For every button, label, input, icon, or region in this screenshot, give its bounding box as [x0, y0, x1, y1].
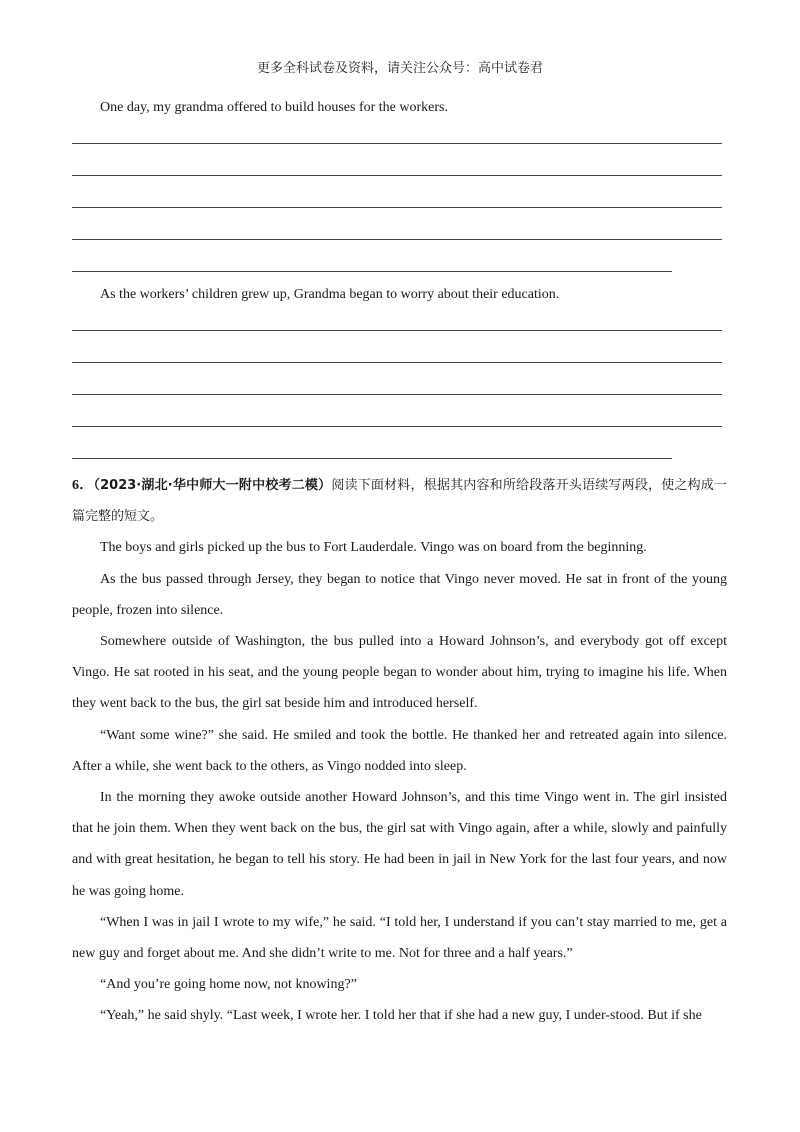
passage-paragraph: The boys and girls picked up the bus to Fort Lauderdale. Vingo was on board from the beginning. — [100, 540, 647, 556]
paragraph-prompt-1: One day, my grandma offered to build houses for the workers. — [100, 100, 448, 115]
question-number: 6． — [72, 478, 94, 493]
writing-line[interactable] — [72, 207, 722, 208]
writing-line[interactable] — [72, 458, 672, 459]
writing-line[interactable] — [72, 426, 722, 427]
writing-line[interactable] — [72, 330, 722, 331]
question-body — [72, 470, 727, 1032]
writing-line[interactable] — [72, 362, 722, 363]
writing-line[interactable] — [72, 394, 722, 395]
writing-line[interactable] — [72, 271, 672, 272]
passage-paragraph: As the bus passed through Jersey, they began to notice that Vingo never moved. He sat in front of the young people, frozen into silence. — [72, 571, 727, 618]
passage-paragraph: “When I was in jail I wrote to my wife,” he said. “I told her, I understand if you can’t stay married to me, get a new guy and forget about me. And she didn’t write to me. Not for three and a half years.” — [72, 914, 727, 962]
question-directions: 阅读下面材料，根据其内容和所给段落开头语续写两段，使之构成一篇完整的短文。 — [72, 478, 728, 525]
writing-line[interactable] — [72, 143, 722, 144]
question-source: （2023·湖北·华中师大一附中校考二模） — [93, 478, 332, 493]
writing-line[interactable] — [72, 175, 722, 176]
page-header: 更多全科试卷及资料，请关注公众号：高中试卷君 — [256, 61, 543, 76]
passage-paragraph: “Want some wine?” she said. He smiled and took the bottle. He thanked her and retreated again into silence. After a while, she went back to the others, as Vingo nodded into sleep. — [72, 727, 727, 774]
passage-paragraph: In the morning they awoke outside another Howard Johnson’s, and this time Vingo went in. The girl insisted that he join them. When they went back on the bus, the girl sat with Vingo again, after a while, slowly and painfully and with great hesitation, he began to tell his story. He had been in jail in New York for the last four years, and now he was going home. — [72, 790, 727, 899]
writing-line[interactable] — [72, 239, 722, 240]
paragraph-prompt-2: As the workers’ children grew up, Grandma began to worry about their education. — [100, 287, 560, 302]
passage-paragraph: “Yeah,” he said shyly. “Last week, I wrote her. I told her that if she had a new guy, I under-stood. But if she — [100, 1008, 702, 1024]
question-heading — [72, 470, 727, 532]
passage-paragraph: Somewhere outside of Washington, the bus pulled into a Howard Johnson’s, and everybody got off except Vingo. He sat rooted in his seat, and the young people began to wonder about him, trying to imagine his life. When they went back to the bus, the girl sat beside him and introduced herself. — [72, 634, 727, 712]
passage-paragraph: “And you’re going home now, not knowing?” — [100, 977, 357, 993]
